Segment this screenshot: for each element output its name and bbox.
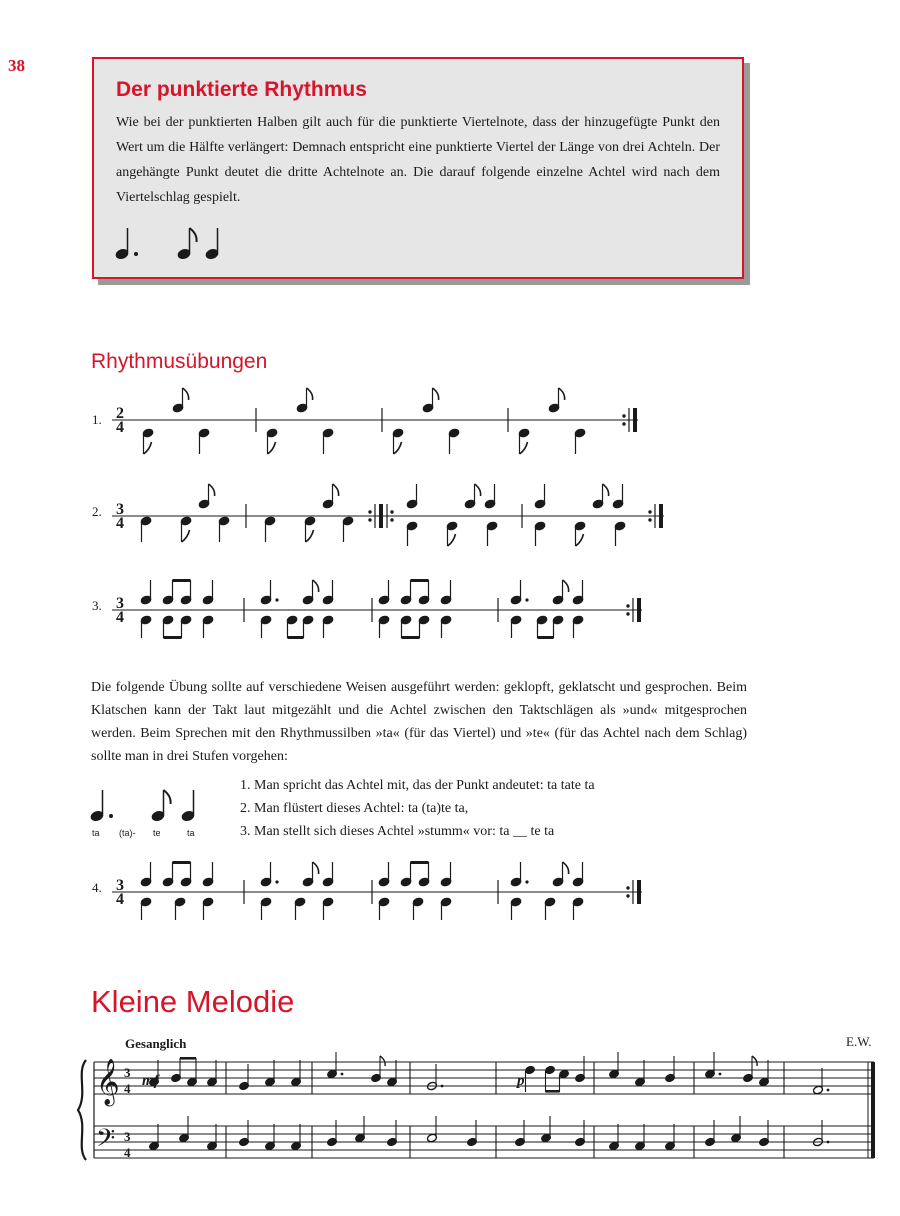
syllable-rhythm-example bbox=[88, 786, 218, 826]
info-box-text: Wie bei der punktierten Halben gilt auch für die punktierte Viertelnote, dass der hinzugefügte Punkt den Wert um die Hälfte verlängert: Demnach entspricht eine punktierte Viertel der Länge von drei Achteln. Der angehängte Punkt deutet die dritte Achtelnote an. Die darauf folgende einzelne Achtel wird nach dem Viertelschlag gespielt. bbox=[116, 115, 720, 206]
page-number: 38 bbox=[8, 56, 25, 75]
exercise-3-label: 3. bbox=[92, 598, 102, 613]
exercise-2-label: 2. bbox=[92, 504, 102, 519]
step-1: 1. Man spricht das Achtel mit, das der Punkt andeutet: ta tate ta bbox=[240, 778, 595, 793]
info-box-title: Der punktierte Rhythmus bbox=[116, 78, 367, 101]
tempo-marking: Gesanglich bbox=[125, 1036, 187, 1051]
exercise-2-staff bbox=[112, 476, 682, 556]
melody-time-top-bass: 3 bbox=[124, 1129, 131, 1144]
step-3: 3. Man stellt sich dieses Achtel »stumm« vor: ta __ te ta bbox=[240, 824, 555, 839]
syllable-ta-silent: (ta)- bbox=[119, 828, 136, 838]
melody-time-bottom-treble: 4 bbox=[124, 1081, 131, 1096]
exercise-3-time-top: 3 bbox=[116, 595, 124, 612]
composer-initials: E.W. bbox=[846, 1034, 872, 1049]
syllable-ta-1: ta bbox=[92, 828, 100, 838]
exercise-1-time-top: 2 bbox=[116, 405, 124, 422]
info-box bbox=[92, 57, 744, 279]
exercise-1-label: 1. bbox=[92, 412, 102, 427]
melody-grand-staff bbox=[74, 1052, 884, 1172]
dotted-rhythm-example bbox=[114, 224, 234, 264]
exercise-1-staff bbox=[112, 380, 672, 460]
exercise-4-staff bbox=[112, 852, 672, 932]
exercises-title: Rhythmusübungen bbox=[91, 350, 268, 373]
exercise-1-time-bottom: 4 bbox=[116, 419, 124, 436]
treble-clef-icon: 𝄞 bbox=[96, 1059, 120, 1105]
steps-list bbox=[240, 774, 595, 843]
exercise-2-time-bottom: 4 bbox=[116, 515, 124, 532]
exercise-4-time-top: 3 bbox=[116, 877, 124, 894]
exercise-3-staff bbox=[112, 570, 672, 650]
step-2: 2. Man flüstert dieses Achtel: ta (ta)te ta, bbox=[240, 801, 469, 816]
syllable-te: te bbox=[153, 828, 161, 838]
melody-time-bottom-bass: 4 bbox=[124, 1145, 131, 1160]
exercise-2-time-top: 3 bbox=[116, 501, 124, 518]
syllable-ta-2: ta bbox=[187, 828, 195, 838]
instruction-paragraph: Die folgende Übung sollte auf verschiedene Weisen ausgeführt werden: geklopft, geklatscht und gesprochen. Beim Klatschen kann der Takt laut mitgezählt und die Achtel zwischen den Taktschlägen als »und« mitgesprochen werden. Beim Sprechen mit den Rhythmussilben »ta« (für das Viertel) und »te« (für das Achtel nach dem Schlag) sollte man in drei Stufen vorgehen: bbox=[91, 680, 747, 764]
melody-time-top-treble: 3 bbox=[124, 1065, 131, 1080]
melody-title: Kleine Melodie bbox=[91, 984, 295, 1019]
dynamic-p: p bbox=[517, 1073, 525, 1089]
exercise-4-label: 4. bbox=[92, 880, 102, 895]
dynamic-mf: mf bbox=[142, 1073, 159, 1089]
exercise-3-time-bottom: 4 bbox=[116, 609, 124, 626]
bass-clef-icon: 𝄢 bbox=[96, 1124, 116, 1159]
exercise-4-time-bottom: 4 bbox=[116, 891, 124, 908]
